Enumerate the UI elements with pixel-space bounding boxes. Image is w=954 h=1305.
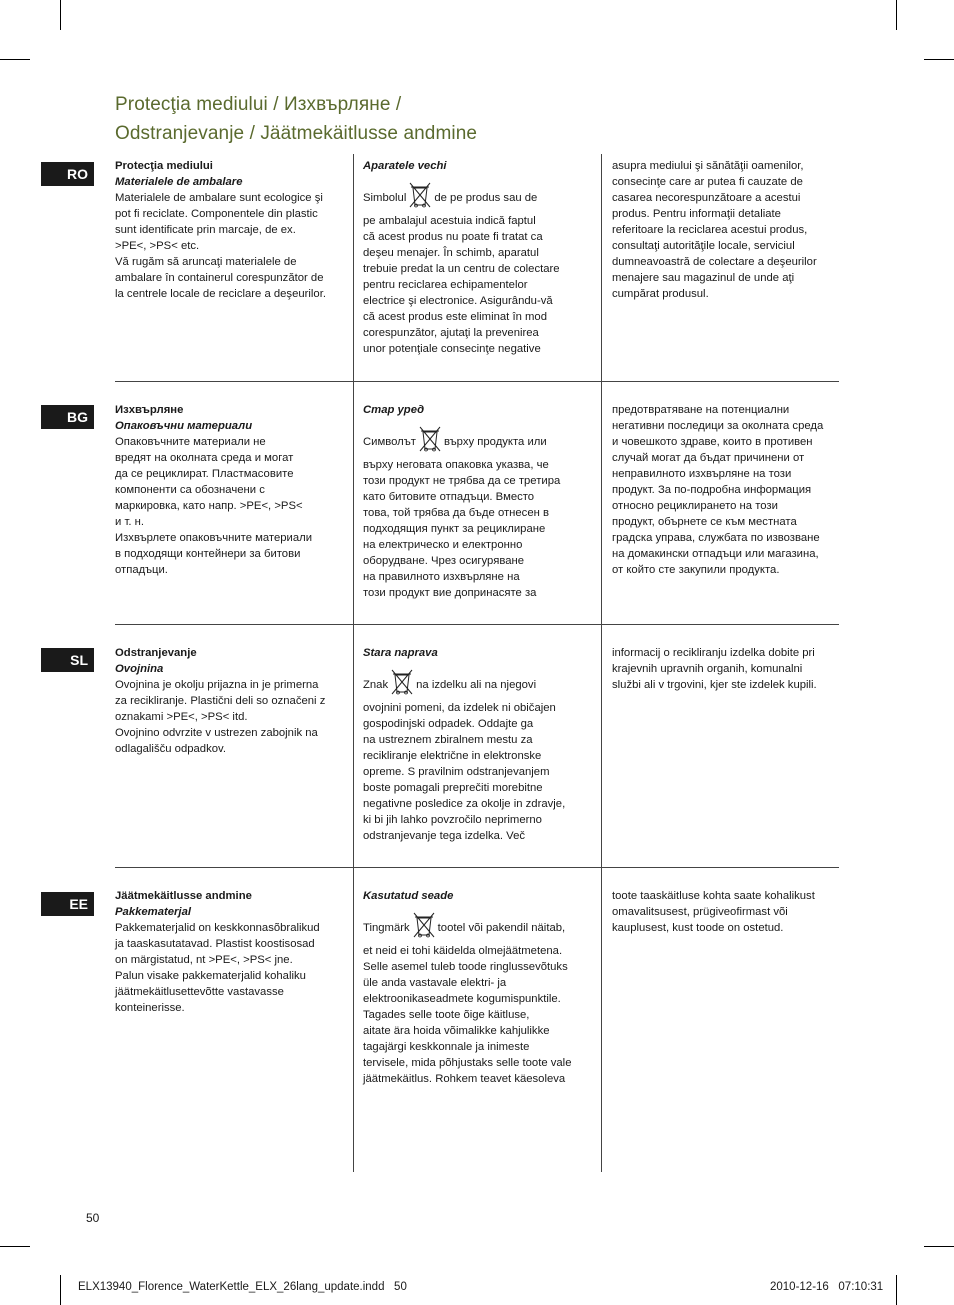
section-heading: Odstranjevanje [115,647,197,659]
text-line: Опаковъчните материали не [115,436,266,448]
weee-bin-icon [418,426,442,457]
text-line: случай могат да бъдат причинени от [612,452,805,464]
text-line: jäätmekäitlusettevõtte vastavasse [115,986,284,998]
text-line: Ovojnino odvrzite v ustrezen zabojnik na [115,727,318,739]
text-line: оборудване. Чрез осигуряване [363,555,525,567]
text-line: negativne posledice za okolje in zdravje, [363,798,566,810]
text-line: cumpărat produsul. [612,288,709,300]
text-line: electrice şi electronice. Asigurându-vă [363,295,553,307]
text-line: Tagades selle toote õige käitluse, [363,1009,530,1021]
text-line: и човешкото здраве, които в противен [612,436,813,448]
text-line: et neid ei tohi käidelda olmejäätmetena. [363,945,563,957]
text-fragment: Simbolul [363,192,407,204]
text-line: да се рециклират. Пластмасовите [115,468,294,480]
text-line: oznakami >PE<, >PS< itd. [115,711,248,723]
section-subheading: Stara naprava [363,647,438,659]
text-line: ja taaskasutatavad. Plastist koostisosad [115,938,315,950]
section-sl-col-1 [115,645,347,757]
text-line: ki bi jih lahko povzročilo neprimerno [363,814,542,826]
subheading: Опаковъчни материали [115,420,253,432]
language-badge-ro: RO [41,162,94,186]
text-line: produs. Pentru informaţii detaliate [612,208,781,220]
text-line: pe ambalajul acestuia indică faptul [363,215,536,227]
text-line: подходящия пункт за рециклиране [363,523,546,535]
text-line: dumneavoastră de colectare a deşeurilor [612,256,817,268]
page-title-line-1: Protecţia mediului / Изхвърляне / [115,94,402,115]
text-line: aitate ära hoida võimalikke kahjulikke [363,1025,550,1037]
text-fragment: Znak [363,679,389,691]
text-line: ambalare în containerul corespunzător de [115,272,324,284]
text-line: от който сте закупили продукта. [612,564,780,576]
text-line: on märgistatud, nt >PE<, >PS< jne. [115,954,293,966]
text-line: неправилното изхвърляне на този [612,468,792,480]
crop-mark [924,1246,954,1247]
text-line: trebuie predat la un centru de colectare [363,263,560,275]
text-line: ovojnini pomeni, da izdelek ni običajen [363,702,556,714]
weee-bin-icon [390,669,414,700]
text-fragment: Tingmärk [363,922,410,934]
text-line: tervisele, mida põhjustaks selle toote vale [363,1057,572,1069]
text-line: că acest produs este eliminat în mod [363,311,547,323]
footer-filename: ELX13940_Florence_WaterKettle_ELX_26lang_update.indd 50 [78,1281,407,1293]
language-badge-sl: SL [41,648,94,672]
text-line: corespunzător, ajutaţi la prevenirea [363,327,539,339]
text-line: službi ali v trgovini, kjer ste izdelek kupili. [612,679,817,691]
section-heading: Изхвърляне [115,404,184,416]
text-line: това, той трябва да бъде отнесен в [363,507,549,519]
text-line: unor potenţiale consecinţe negative [363,343,541,355]
crop-mark [60,1275,61,1305]
text-line: на домакински отпадъци или магазина, [612,548,819,560]
text-line-with-icon [363,426,595,457]
text-line: >PE<, >PS< etc. [115,240,200,252]
subheading: Ovojnina [115,663,164,675]
text-line: продукт, обърнете се към местната [612,516,797,528]
text-line: относно рециклирането на този [612,500,778,512]
text-line: kauplusest, kust toode on ostetud. [612,922,784,934]
text-line: Vă rugăm să aruncaţi materialele de [115,256,297,268]
section-ee-col-1 [115,888,347,1016]
text-line: casarea necorespunzătoare a acestui [612,192,801,204]
text-line: na ustreznem zbiralnem mestu za [363,734,533,746]
text-line: на електрическо и електронно [363,539,523,551]
text-line: Materialele de ambalare sunt ecologice şi [115,192,323,204]
text-line: menajere sau magazinul de unde aţi [612,272,795,284]
crop-mark [896,0,897,30]
text-line: на правилното изхвърляне на [363,571,520,583]
text-line: Selle asemel tuleb toode ringlussevõtuks [363,961,568,973]
text-fragment: na izdelku ali na njegovi [416,679,537,691]
text-line: tagajärgi keskkonnale ja inimeste [363,1041,530,1053]
text-line: că acest produs nu poate fi tratat ca [363,231,543,243]
text-fragment: de pe produs sau de [434,192,538,204]
text-line: pentru reciclarea echipamentelor [363,279,528,291]
crop-mark [0,59,30,60]
text-line: consecinţe care ar putea fi cauzate de [612,176,803,188]
text-line: odlagališču odpadkov. [115,743,226,755]
text-line: негативни последици за околната среда [612,420,824,432]
text-line: градска управа, службата по извозване [612,532,820,544]
crop-mark [60,0,61,30]
section-ee-col-2 [363,888,597,1087]
weee-bin-icon [408,182,432,213]
section-subheading: Kasutatud seade [363,890,454,902]
text-line: deşeu menajer. În schimb, aparatul [363,247,539,259]
section-bg-col-2 [363,402,595,601]
section-divider [115,624,839,625]
subheading: Pakkematerjal [115,906,191,918]
crop-mark [0,1246,30,1247]
column-divider [601,154,602,1172]
section-ro-col-3 [612,158,844,302]
text-line: предотвратяване на потенциални [612,404,790,416]
text-line: asupra mediului şi sănătăţii oamenilor, [612,160,804,172]
section-heading: Jäätmekäitlusse andmine [115,890,252,902]
text-line: odstranjevanje tega izdelka. Več [363,830,526,842]
text-line: krajevnih upravnih organih, komunalni [612,663,803,675]
text-line: компоненти са обозначени с [115,484,265,496]
weee-bin-icon [412,912,436,943]
text-line: и т. н. [115,516,145,528]
section-ro-col-1 [115,158,345,302]
text-line: jäätmekäitlus. Rohkem teavet käesoleva [363,1073,566,1085]
text-line: Pakkematerjalid on keskkonnasõbralikud [115,922,320,934]
section-divider [115,381,839,382]
text-line: pot fi reciclate. Componentele din plastic [115,208,318,220]
crop-mark [896,1275,897,1305]
text-line: Изхвърлете опаковъчните материали [115,532,313,544]
section-heading: Protecţia mediului [115,160,213,172]
text-line: recikliranje električne in elektronske [363,750,542,762]
text-line: üle anda vastavale elektri- ja [363,977,507,989]
text-line: като битовите отпадъци. Вместо [363,491,535,503]
section-sl-col-3 [612,645,848,693]
section-divider [115,867,839,868]
page-number: 50 [86,1211,100,1225]
section-ee-col-3 [612,888,848,936]
text-line: маркировка, като напр. >PE<, >PS< [115,500,303,512]
language-badge-bg: BG [41,405,94,429]
text-line: toote taaskäitluse kohta saate kohalikust [612,890,815,902]
text-line: този продукт не трябва да се третира [363,475,561,487]
column-divider [353,154,354,1172]
text-line: referitoare la reciclarea acestui produs, [612,224,808,236]
section-subheading: Стар уред [363,404,425,416]
text-line-with-icon [363,182,595,213]
page-title-line-2: Odstranjevanje / Jäätmekäitlusse andmine [115,123,478,144]
section-ro-col-2 [363,158,595,357]
text-line: Palun visake pakkematerjalid kohaliku [115,970,306,982]
text-fragment: върху продукта или [443,436,547,448]
text-line: la centrele locale de reciclare a deşeurilor. [115,288,326,300]
text-fragment: Символът [363,436,416,448]
text-line-with-icon [363,669,595,700]
text-line: този продукт вие допринасяте за [363,587,537,599]
text-line: върху неговата опаковка указва, че [363,459,549,471]
text-fragment: tootel või pakendil näitab, [437,922,566,934]
footer-timestamp: 2010-12-16 07:10:31 [770,1281,884,1293]
language-badge-ee: EE [41,892,94,916]
text-line: omavalitsusest, prügiveofirmast või [612,906,788,918]
text-line: consultaţi autorităţile locale, serviciul [612,240,795,252]
text-line: za recikliranje. Plastični deli so označeni z [115,695,326,707]
text-line: отпадъци. [115,564,168,576]
section-bg-col-3 [612,402,848,578]
section-sl-col-2 [363,645,595,844]
crop-mark [924,59,954,60]
text-line-with-icon [363,912,597,943]
text-line: boste pomagali preprečiti morebitne [363,782,543,794]
text-line: informacij o recikliranju izdelka dobite pri [612,647,815,659]
text-line: gospodinjski odpadek. Oddajte ga [363,718,534,730]
section-bg-col-1 [115,402,345,578]
text-line: elektroonikaseadmete kogumispunktile. [363,993,561,1005]
text-line: Ovojnina je okolju prijazna in je primerna [115,679,319,691]
text-line: в подходящи контейнери за битови [115,548,301,560]
text-line: opreme. S pravilnim odstranjevanjem [363,766,550,778]
subheading: Materialele de ambalare [115,176,243,188]
text-line: sunt identificate prin marcaje, de ex. [115,224,296,236]
section-subheading: Aparatele vechi [363,160,447,172]
text-line: вредят на околната среда и могат [115,452,294,464]
text-line: konteinerisse. [115,1002,185,1014]
text-line: продукт. За по-подробна информация [612,484,812,496]
